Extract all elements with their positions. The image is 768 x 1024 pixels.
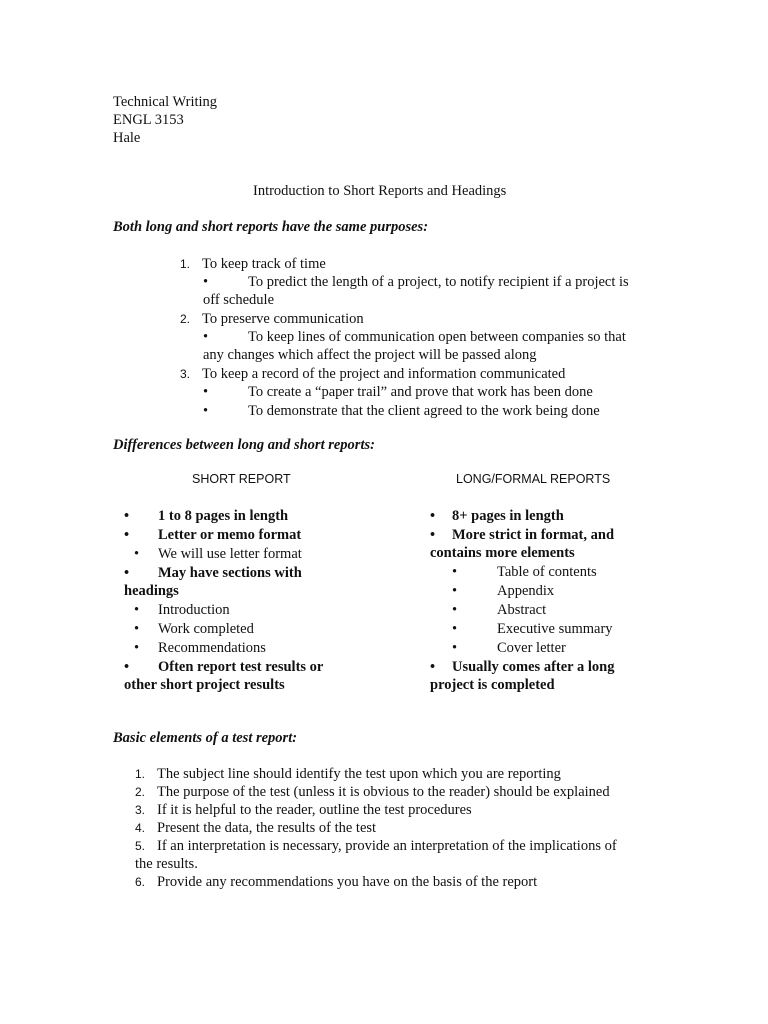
long-item-format: • More strict in format, and: [430, 527, 615, 543]
short-item-sections-cont: headings: [124, 583, 179, 599]
long-subitem-abstract: • Abstract: [452, 602, 547, 618]
test-item-6: 6. Provide any recommendations you have on the basis of the report: [135, 874, 538, 890]
purpose-item-3: 3. To keep a record of the project and information communicated: [180, 366, 566, 382]
test-item-5-cont: the results.: [135, 856, 198, 872]
purpose-item-2: 2. To preserve communication: [180, 311, 364, 327]
short-item-results: • Often report test results or: [124, 659, 324, 675]
short-item-sections: • May have sections with: [124, 565, 302, 581]
purpose-subitem-3a: • To create a “paper trail” and prove that work has been done: [203, 384, 593, 400]
short-item-results-cont: other short project results: [124, 677, 285, 693]
purpose-subitem-1-cont: off schedule: [203, 292, 274, 308]
purpose-subitem-1: • To predict the length of a project, to notify recipient if a project is: [203, 274, 629, 290]
test-item-1: 1. The subject line should identify the test upon which you are reporting: [135, 766, 561, 782]
long-subitem-appendix: • Appendix: [452, 583, 555, 599]
long-subitem-executive-summary: • Executive summary: [452, 621, 613, 637]
test-item-4: 4. Present the data, the results of the test: [135, 820, 377, 836]
long-report-header: LONG/FORMAL REPORTS: [456, 472, 611, 486]
long-subitem-toc: • Table of contents: [452, 564, 597, 580]
short-subitem-recommendations: • Recommendations: [134, 640, 266, 656]
long-item-after-cont: project is completed: [430, 677, 555, 693]
long-item-length: • 8+ pages in length: [430, 508, 564, 524]
purpose-subitem-2: • To keep lines of communication open between companies so that: [203, 329, 626, 345]
document-title: Introduction to Short Reports and Headings: [253, 183, 507, 199]
short-subitem-introduction: • Introduction: [134, 602, 230, 618]
long-item-format-cont: contains more elements: [430, 545, 575, 561]
test-report-heading: Basic elements of a test report:: [113, 730, 298, 746]
test-item-2: 2. The purpose of the test (unless it is obvious to the reader) should be explained: [135, 784, 610, 800]
purpose-subitem-2-cont: any changes which affect the project will be passed along: [203, 347, 537, 363]
instructor-name: Hale: [113, 130, 141, 146]
long-subitem-cover-letter: • Cover letter: [452, 640, 566, 656]
short-report-header: SHORT REPORT: [192, 472, 291, 486]
course-code: ENGL 3153: [113, 112, 184, 128]
short-subitem-letter: • We will use letter format: [134, 546, 302, 562]
short-item-length: • 1 to 8 pages in length: [124, 508, 289, 524]
differences-heading: Differences between long and short reports:: [113, 437, 375, 453]
purposes-heading: Both long and short reports have the same purposes:: [113, 219, 429, 235]
long-item-after: • Usually comes after a long: [430, 659, 615, 675]
purpose-item-1: 1. To keep track of time: [180, 256, 326, 272]
course-title: Technical Writing: [113, 94, 218, 110]
test-item-5: 5. If an interpretation is necessary, provide an interpretation of the implications of: [135, 838, 617, 854]
short-item-format: • Letter or memo format: [124, 527, 302, 543]
short-subitem-work: • Work completed: [134, 621, 254, 637]
test-item-3: 3. If it is helpful to the reader, outline the test procedures: [135, 802, 472, 818]
purpose-subitem-3b: • To demonstrate that the client agreed to the work being done: [203, 403, 600, 419]
